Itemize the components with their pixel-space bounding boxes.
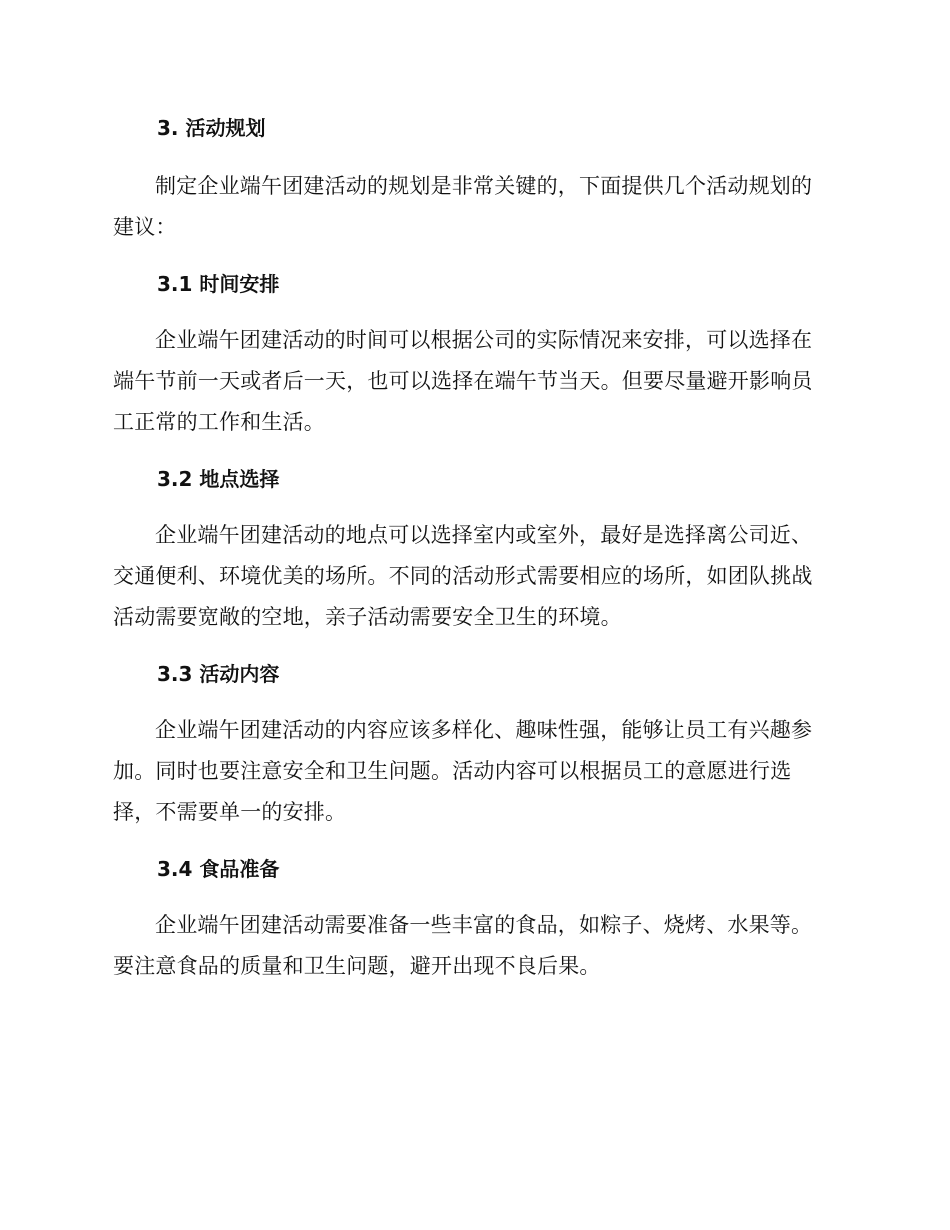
subsection-heading-location: 3.2 地点选择 <box>157 467 280 491</box>
subsection-heading-content: 3.3 活动内容 <box>157 662 280 686</box>
document-content <box>113 108 831 1003</box>
section-heading: 3. 活动规划 <box>157 116 266 140</box>
subsection-heading-time: 3.1 时间安排 <box>157 272 280 296</box>
subsection-body-location: 企业端午团建活动的地点可以选择室内或室外，最好是选择离公司近、交通便利、环境优美的场所。不同的活动形式需要相应的场所，如团队挑战活动需要宽敞的空地，亲子活动需要安全卫生的环境。 <box>113 523 813 629</box>
subsection-heading-food: 3.4 食品准备 <box>157 857 280 881</box>
subsection-body-time: 企业端午团建活动的时间可以根据公司的实际情况来安排，可以选择在端午节前一天或者后一天，也可以选择在端午节当天。但要尽量避开影响员工正常的工作和生活。 <box>113 328 813 434</box>
section-intro: 制定企业端午团建活动的规划是非常关键的，下面提供几个活动规划的建议： <box>113 174 813 239</box>
subsection-body-food: 企业端午团建活动需要准备一些丰富的食品，如粽子、烧烤、水果等。要注意食品的质量和卫生问题，避开出现不良后果。 <box>113 913 813 978</box>
subsection-body-content: 企业端午团建活动的内容应该多样化、趣味性强，能够让员工有兴趣参加。同时也要注意安全和卫生问题。活动内容可以根据员工的意愿进行选择，不需要单一的安排。 <box>113 718 813 824</box>
